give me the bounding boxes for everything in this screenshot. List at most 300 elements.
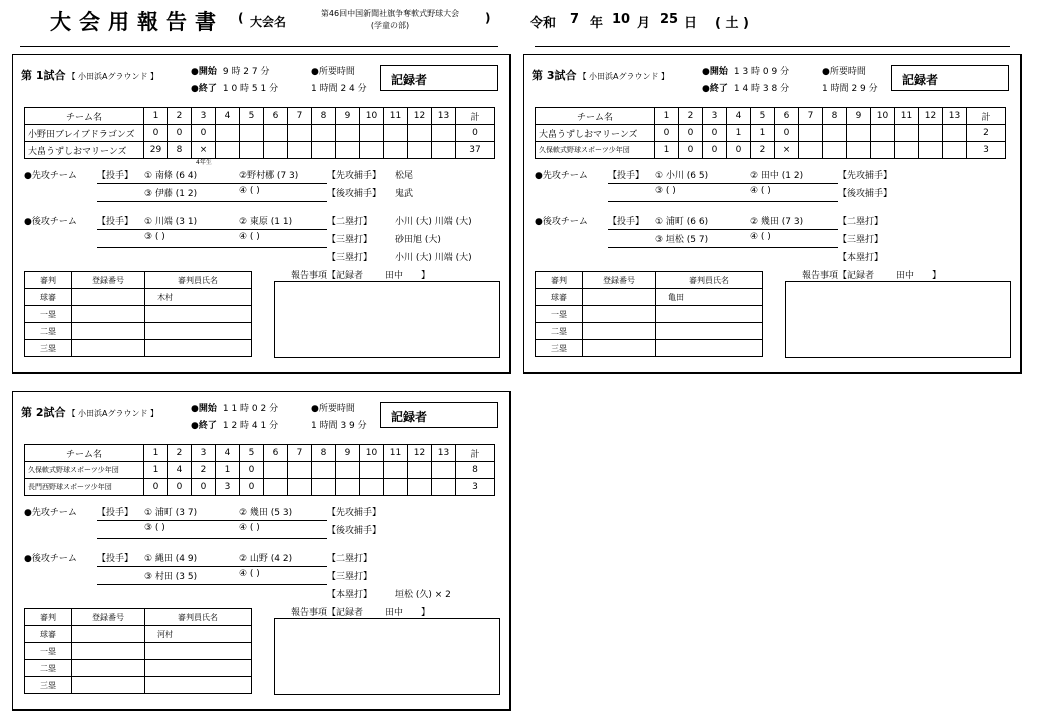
umpire-row <box>25 643 252 660</box>
game-panel-2 <box>12 391 511 711</box>
umpire-reg-no <box>583 323 656 340</box>
score-header-cell: 2 <box>168 445 192 462</box>
score-header-cell: 9 <box>336 108 360 125</box>
inning-score <box>360 125 384 142</box>
inning-score: 0 <box>168 479 192 496</box>
header-rule-right <box>535 46 1010 47</box>
umpire-name: 亀田 <box>656 289 763 306</box>
tournament-name <box>305 8 475 32</box>
umpire-row <box>25 340 252 357</box>
report-box[interactable] <box>785 281 1011 358</box>
umpire-reg-no <box>72 643 145 660</box>
recorder-box <box>380 65 498 91</box>
score-header-cell: 9 <box>847 108 871 125</box>
report-close: 】 <box>932 271 942 281</box>
umpire-header-cell: 登録番号 <box>72 272 145 289</box>
score-header-cell: 計 <box>967 108 1006 125</box>
underline <box>97 247 327 248</box>
inning-score: 0 <box>679 125 703 142</box>
umpire-name: 木村 <box>145 289 252 306</box>
inning-score <box>336 462 360 479</box>
umpire-header-row <box>25 272 252 289</box>
umpire-reg-no <box>583 340 656 357</box>
second-catcher-label: 【後攻捕手】 <box>327 189 382 199</box>
start-time-row <box>702 64 789 77</box>
umpire-row <box>536 323 763 340</box>
header-rule-left <box>20 46 498 47</box>
umpire-name <box>145 340 252 357</box>
score-header-cell: 10 <box>360 108 384 125</box>
ground-name: 【 小田浜Aグラウンド 】 <box>67 72 159 81</box>
first-pitcher-label: 【投手】 <box>97 508 134 518</box>
underline <box>97 566 327 567</box>
score-row <box>25 479 495 496</box>
umpire-header-row <box>536 272 763 289</box>
reporter-name: 田中 <box>385 271 404 281</box>
inning-score: 1 <box>751 125 775 142</box>
umpire-name <box>656 306 763 323</box>
umpire-reg-no <box>72 289 145 306</box>
umpire-name <box>145 660 252 677</box>
inning-score <box>408 462 432 479</box>
first-pitcher-2: ② 田中 (1 2) <box>750 171 804 181</box>
score-header-cell: 3 <box>192 445 216 462</box>
total-score: 3 <box>967 142 1006 159</box>
umpire-role: 二塁 <box>536 323 583 340</box>
inning-score <box>823 142 847 159</box>
inning-score: 8 <box>168 142 192 159</box>
umpire-role: 一塁 <box>536 306 583 323</box>
umpire-row <box>25 660 252 677</box>
team-name: 小野田ブレイブドラゴンズ <box>25 125 144 142</box>
total-score: 8 <box>456 462 495 479</box>
duration-value: 1 時間 2 4 分 <box>311 84 367 94</box>
game-number: 第 1試合 <box>21 69 66 82</box>
umpire-reg-no <box>72 677 145 694</box>
second-pitcher-2: ② 幾田 (7 3) <box>750 217 804 227</box>
second-pitcher-2: ② 山野 (4 2) <box>239 554 293 564</box>
umpire-name <box>145 643 252 660</box>
start-label: ●開始 <box>191 404 217 414</box>
report-label-row <box>291 605 430 618</box>
inning-score <box>919 125 943 142</box>
umpire-reg-no <box>72 660 145 677</box>
end-time-row <box>191 418 278 431</box>
second-pitcher-label: 【投手】 <box>97 217 134 227</box>
triple-label: 【三塁打】 <box>327 235 373 245</box>
score-header-cell: 13 <box>943 108 967 125</box>
underline <box>97 201 327 202</box>
second-pitcher-1: ① 川端 (3 1) <box>144 217 198 227</box>
score-header-cell: 1 <box>655 108 679 125</box>
duration-label: ●所要時間 <box>311 67 355 77</box>
score-header-cell: 11 <box>384 108 408 125</box>
score-header-cell: 3 <box>703 108 727 125</box>
reporter-name: 田中 <box>896 271 915 281</box>
score-table <box>535 107 1006 159</box>
umpire-reg-no <box>72 626 145 643</box>
first-pitcher-4: ④ ( ) <box>750 186 771 196</box>
inning-score <box>871 142 895 159</box>
team-name: 大畠うずしおマリーンズ <box>536 125 655 142</box>
end-label: ●終了 <box>702 84 728 94</box>
score-header-row <box>25 108 495 125</box>
score-header-cell: 12 <box>408 445 432 462</box>
inning-score <box>264 462 288 479</box>
report-label-row <box>291 268 430 281</box>
report-box[interactable] <box>274 618 500 695</box>
inning-score: 0 <box>168 125 192 142</box>
double-label: 【二塁打】 <box>838 217 884 227</box>
triple-label: 【三塁打】 <box>838 235 884 245</box>
second-pitcher-1: ① 縄田 (4 9) <box>144 554 198 564</box>
first-pitcher-3: ③ ( ) <box>655 186 676 196</box>
umpire-role: 三塁 <box>25 677 72 694</box>
date-day-unit: 日 <box>684 16 698 31</box>
umpire-header-row <box>25 609 252 626</box>
score-header-cell: 4 <box>216 445 240 462</box>
inning-score <box>871 125 895 142</box>
inning-score <box>799 142 823 159</box>
umpire-table <box>24 271 252 357</box>
end-time: 1 2 時 4 1 分 <box>222 421 279 431</box>
umpire-row <box>25 323 252 340</box>
game-number: 第 3試合 <box>532 69 577 82</box>
umpire-name <box>656 340 763 357</box>
inning-score <box>799 125 823 142</box>
score-header-cell: 12 <box>919 108 943 125</box>
second-pitcher-4: ④ ( ) <box>750 232 771 242</box>
score-header-cell: 11 <box>895 108 919 125</box>
score-header-cell: 7 <box>799 108 823 125</box>
inning-score: 0 <box>240 479 264 496</box>
date-day: 25 <box>660 12 679 27</box>
score-header-cell: 2 <box>679 108 703 125</box>
score-header-cell: 6 <box>264 108 288 125</box>
umpire-reg-no <box>583 306 656 323</box>
umpire-row <box>25 626 252 643</box>
underline <box>97 183 327 184</box>
tournament-label: 大会名 <box>250 15 287 29</box>
umpire-name <box>145 323 252 340</box>
inning-score <box>432 142 456 159</box>
report-label-row <box>802 268 941 281</box>
underline <box>97 538 327 539</box>
umpire-header-cell: 登録番号 <box>583 272 656 289</box>
first-catcher-label: 【先攻捕手】 <box>327 508 382 518</box>
umpire-role: 球審 <box>25 289 72 306</box>
umpire-row <box>536 306 763 323</box>
underline <box>608 229 838 230</box>
score-header-cell: 8 <box>312 445 336 462</box>
end-label: ●終了 <box>191 421 217 431</box>
recorder-label: 記録者 <box>902 73 939 87</box>
underline <box>97 520 327 521</box>
inning-score: 0 <box>727 142 751 159</box>
first-pitcher-2: ②野村梛 (7 3) <box>239 171 299 181</box>
inning-score <box>360 479 384 496</box>
game-title <box>21 404 158 420</box>
score-header-cell: チーム名 <box>25 445 144 462</box>
inning-score <box>408 125 432 142</box>
inning-score <box>408 479 432 496</box>
first-pitcher-1: ① 小川 (6 5) <box>655 171 709 181</box>
report-label: 報告事項【記録者 <box>802 271 875 281</box>
inning-score <box>264 479 288 496</box>
umpire-reg-no <box>72 306 145 323</box>
first-pitcher-label: 【投手】 <box>97 171 134 181</box>
triple-label: 【三塁打】 <box>327 572 373 582</box>
inning-score: 0 <box>192 125 216 142</box>
date-era: 令和 <box>530 16 557 31</box>
score-header-cell: 4 <box>216 108 240 125</box>
score-header-cell: 6 <box>264 445 288 462</box>
score-header-cell: 7 <box>288 108 312 125</box>
duration-label: ●所要時間 <box>822 67 866 77</box>
end-label: ●終了 <box>191 84 217 94</box>
tournament-open-paren: ( <box>238 11 244 25</box>
score-row <box>536 125 1006 142</box>
triple-label-2: 【三塁打】 <box>327 253 373 263</box>
double-value-2: 砂田旭 (大) <box>395 235 441 245</box>
umpire-row <box>536 340 763 357</box>
umpire-reg-no <box>72 323 145 340</box>
inning-score <box>360 462 384 479</box>
date-year-unit: 年 <box>590 16 604 31</box>
umpire-table <box>24 608 252 694</box>
ground-name: 【 小田浜Aグラウンド 】 <box>67 409 159 418</box>
start-time-row <box>191 401 278 414</box>
umpire-row <box>25 677 252 694</box>
first-pitcher-1: ① 浦町 (3 7) <box>144 508 198 518</box>
first-pitcher-label: 【投手】 <box>608 171 645 181</box>
underline <box>608 183 838 184</box>
umpire-name: 河村 <box>145 626 252 643</box>
report-label: 報告事項【記録者 <box>291 271 364 281</box>
umpire-role: 球審 <box>536 289 583 306</box>
inning-score: 2 <box>192 462 216 479</box>
start-time: 9 時 2 7 分 <box>222 67 270 77</box>
score-header-cell: 8 <box>312 108 336 125</box>
umpire-name <box>145 306 252 323</box>
second-team-label: ●後攻チーム <box>24 217 77 227</box>
inning-score: 0 <box>655 125 679 142</box>
umpire-role: 二塁 <box>25 323 72 340</box>
team-name: 久保軟式野球スポーツ少年団 <box>25 462 144 479</box>
first-pitcher-4: ④ ( ) <box>239 523 260 533</box>
inning-score: 2 <box>751 142 775 159</box>
inning-score <box>288 479 312 496</box>
umpire-role: 三塁 <box>25 340 72 357</box>
umpire-name <box>145 677 252 694</box>
inning-score: 1 <box>727 125 751 142</box>
duration-value: 1 時間 2 9 分 <box>822 84 878 94</box>
score-header-cell: 3 <box>192 108 216 125</box>
duration-label: ●所要時間 <box>311 404 355 414</box>
start-time: 1 1 時 0 2 分 <box>222 404 279 414</box>
umpire-header-cell: 審判員氏名 <box>145 609 252 626</box>
umpire-header-cell: 審判員氏名 <box>145 272 252 289</box>
second-pitcher-2: ② 東原 (1 1) <box>239 217 293 227</box>
score-header-row <box>536 108 1006 125</box>
inning-score <box>384 125 408 142</box>
inning-score <box>919 142 943 159</box>
underline <box>608 201 838 202</box>
team-name: 久保軟式野球スポーツ少年団 <box>536 142 655 159</box>
umpire-header-cell: 審判員氏名 <box>656 272 763 289</box>
inning-score <box>432 462 456 479</box>
score-header-cell: 13 <box>432 108 456 125</box>
inning-score: 4 <box>168 462 192 479</box>
first-team-label: ●先攻チーム <box>535 171 588 181</box>
umpire-row <box>25 306 252 323</box>
score-header-cell: 5 <box>751 108 775 125</box>
double-value: 小川 (大) 川端 (大) <box>395 217 472 227</box>
score-row <box>536 142 1006 159</box>
end-time: 1 4 時 3 8 分 <box>733 84 790 94</box>
score-header-cell: チーム名 <box>25 108 144 125</box>
score-table <box>24 107 495 159</box>
recorder-label: 記録者 <box>391 410 428 424</box>
inning-score <box>895 125 919 142</box>
end-time-row <box>191 81 278 94</box>
report-box[interactable] <box>274 281 500 358</box>
inning-score <box>240 142 264 159</box>
inning-score: 1 <box>144 462 168 479</box>
date-month: 10 <box>612 12 631 27</box>
score-header-cell: 12 <box>408 108 432 125</box>
inning-score <box>288 462 312 479</box>
inning-score <box>895 142 919 159</box>
score-header-cell: 計 <box>456 445 495 462</box>
report-label: 報告事項【記録者 <box>291 608 364 618</box>
underline <box>97 229 327 230</box>
team-name: 長門西野球スポーツ少年団 <box>25 479 144 496</box>
reporter-name: 田中 <box>385 608 404 618</box>
inning-score: 0 <box>144 479 168 496</box>
date-month-unit: 月 <box>637 16 651 31</box>
inning-score: × <box>775 142 799 159</box>
score-header-row <box>25 445 495 462</box>
score-header-cell: 1 <box>144 445 168 462</box>
inning-score <box>384 479 408 496</box>
game-title <box>21 67 158 83</box>
double-label: 【二塁打】 <box>327 554 373 564</box>
inning-score: 0 <box>192 479 216 496</box>
inning-score: 3 <box>216 479 240 496</box>
umpire-header-cell: 登録番号 <box>72 609 145 626</box>
second-catcher-label: 【後攻捕手】 <box>327 526 382 536</box>
score-table <box>24 444 495 496</box>
first-pitcher-3: ③ 伊藤 (1 2) <box>144 189 198 199</box>
second-pitcher-1: ① 浦町 (6 6) <box>655 217 709 227</box>
game-panel-3 <box>523 54 1022 374</box>
umpire-role: 球審 <box>25 626 72 643</box>
first-catcher-label: 【先攻捕手】 <box>838 171 893 181</box>
umpire-role: 一塁 <box>25 643 72 660</box>
start-time: 1 3 時 0 9 分 <box>733 67 790 77</box>
tournament-close-paren: ) <box>485 11 491 25</box>
end-time: 1 0 時 5 1 分 <box>222 84 279 94</box>
start-label: ●開始 <box>191 67 217 77</box>
inning-score <box>288 142 312 159</box>
duration-value: 1 時間 3 9 分 <box>311 421 367 431</box>
first-pitcher-4: ④ ( ) <box>239 186 260 196</box>
inning-score: 0 <box>679 142 703 159</box>
score-header-cell: 2 <box>168 108 192 125</box>
first-pitcher-1: ① 南條 (6 4) <box>144 171 198 181</box>
score-header-cell: 11 <box>384 445 408 462</box>
underline <box>608 247 838 248</box>
inning-score <box>312 142 336 159</box>
double-label: 【二塁打】 <box>327 217 373 227</box>
inning-score <box>336 479 360 496</box>
total-score: 0 <box>456 125 495 142</box>
total-score: 3 <box>456 479 495 496</box>
score-note: 4年生 <box>196 159 212 166</box>
inning-score: 0 <box>240 462 264 479</box>
umpire-role: 一塁 <box>25 306 72 323</box>
report-close: 】 <box>421 271 431 281</box>
end-time-row <box>702 81 789 94</box>
inning-score: 0 <box>703 125 727 142</box>
score-row <box>25 125 495 142</box>
umpire-reg-no <box>583 289 656 306</box>
inning-score <box>312 462 336 479</box>
inning-score <box>336 125 360 142</box>
inning-score <box>216 142 240 159</box>
inning-score <box>432 125 456 142</box>
recorder-box <box>380 402 498 428</box>
second-pitcher-3: ③ 垣松 (5 7) <box>655 235 709 245</box>
inning-score <box>264 125 288 142</box>
homer-label: 【本塁打】 <box>327 590 373 600</box>
score-header-cell: 5 <box>240 108 264 125</box>
inning-score <box>943 125 967 142</box>
game-number: 第 2試合 <box>21 406 66 419</box>
inning-score <box>847 125 871 142</box>
date-weekday: ( 土 ) <box>715 16 749 31</box>
first-pitcher-3: ③ ( ) <box>144 523 165 533</box>
score-header-cell: 13 <box>432 445 456 462</box>
inning-score <box>312 479 336 496</box>
score-header-cell: 6 <box>775 108 799 125</box>
umpire-reg-no <box>72 340 145 357</box>
homer-label: 【本塁打】 <box>838 253 884 263</box>
umpire-role: 三塁 <box>536 340 583 357</box>
recorder-label: 記録者 <box>391 73 428 87</box>
score-header-cell: 1 <box>144 108 168 125</box>
umpire-header-cell: 審判 <box>536 272 583 289</box>
tournament-name-line1: 第46回中国新聞社旗争奪軟式野球大会 <box>320 9 460 18</box>
score-header-cell: 7 <box>288 445 312 462</box>
first-catcher-name: 松尾 <box>395 171 414 181</box>
first-catcher-label: 【先攻捕手】 <box>327 171 382 181</box>
first-team-label: ●先攻チーム <box>24 171 77 181</box>
umpire-row <box>25 289 252 306</box>
underline <box>97 584 327 585</box>
umpire-header-cell: 審判 <box>25 272 72 289</box>
inning-score <box>408 142 432 159</box>
report-close: 】 <box>421 608 431 618</box>
start-time-row <box>191 64 269 77</box>
inning-score: 1 <box>216 462 240 479</box>
score-header-cell: チーム名 <box>536 108 655 125</box>
score-header-cell: 4 <box>727 108 751 125</box>
tournament-name-line2: (学童の部) <box>370 21 410 30</box>
second-catcher-name: 鬼武 <box>395 189 414 199</box>
score-header-cell: 5 <box>240 445 264 462</box>
